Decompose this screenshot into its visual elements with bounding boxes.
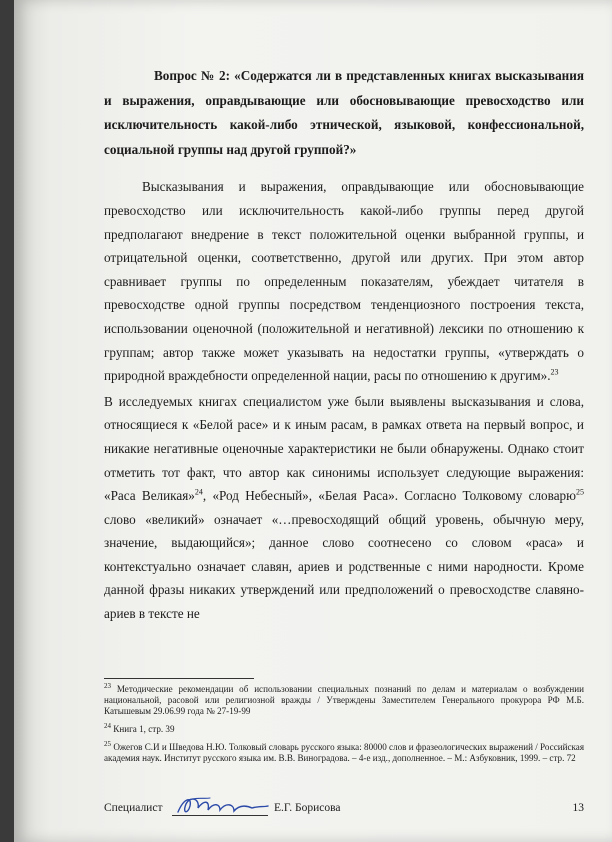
footnote-ref-24: 24 xyxy=(194,487,203,497)
question-text: «Содержатся ли в представленных книгах высказывания и выражения, оправдывающие или обосновывающие превосходство или исключительность какой-либо этнической, языковой, конфессиональной, социальной группы над другой группой?» xyxy=(104,68,584,157)
signature-line xyxy=(172,815,268,816)
paragraph-2-part2: , «Род Небесный», «Белая Раса». Согласно Толковому словарю xyxy=(202,488,576,504)
footnote-text: Книга 1, стр. 39 xyxy=(113,724,175,734)
footnote-text: Ожегов С.И и Шведова Н.Ю. Толковый словарь русского языка: 80000 слов и фразеологических выражений / Российская академия наук. Институт русского языка им. В.В. Виноградова. – 4-е изд., дополненное. – М.: Азбуковник, 1999. – стр. 72 xyxy=(104,742,585,763)
footnotes xyxy=(104,681,585,764)
footnote-number: 25 xyxy=(104,739,111,748)
footnote-ref-25: 25 xyxy=(576,487,584,497)
footnote xyxy=(104,681,584,717)
footnote-separator xyxy=(104,678,254,679)
footnote-number: 23 xyxy=(104,681,111,690)
paragraph-2-part1: В исследуемых книгах специалистом уже были выявлены высказывания и слова, относящиеся к «Белой расе» и к иным расам, в рамках ответа на первый вопрос, и никакие негативные оценочные характеристики не были обнаружены. Однако стоит отметить тот факт, что автор как синонимы использует следующие выражения: «Раса Великая» xyxy=(104,393,584,504)
footnote-text: Методические рекомендации об использовании специальных познаний по делам и материалам о возбуждении национальной, расовой или религиозной вражды / Утверждены Заместителем Генерального прокурора РФ М.Б. Катышевым 29.06.99 года № 27-19-99 xyxy=(104,684,584,716)
specialist-name: Е.Г. Борисова xyxy=(274,802,341,814)
document-page xyxy=(14,0,612,842)
paragraph-2 xyxy=(104,390,584,626)
signature-footer xyxy=(104,798,584,820)
footnote xyxy=(104,739,585,764)
page-number: 13 xyxy=(572,802,584,814)
footnote xyxy=(104,721,584,735)
question-prefix: Вопрос № 2: xyxy=(154,68,235,83)
question-heading xyxy=(104,64,584,162)
paragraph-1-text: Высказывания и выражения, оправдывающие или обосновывающие превосходство или исключительность какой-либо группы перед другой предполагают внедрение в текст положительной оценки выбранной группы, и отрицательной оценки, соответственно, другой или других. При этом автор сравнивает группы по определенным показателям, убеждает читателя в превосходстве одной группы посредством тенденциозного построения текста, использовании оценочной (положительной и негативной) лексики по отношению к группам; автор также может указывать на недостатки группы, «утверждать о природной враждебности определенной нации, расы по отношению к другим». xyxy=(104,179,584,384)
footnote-ref-23: 23 xyxy=(550,367,559,377)
paragraph-1 xyxy=(104,175,584,387)
page-body xyxy=(104,64,584,626)
paragraph-2-part3: слово «великий» означает «…превосходящий общий уровень, обычную меру, значение, выдающийся»; данное слово соотнесено со словом «раса» и контекстуально означает славян, ариев и родственные с ними народности. Кроме данной фразы никаких утверждений или предположений о превосходстве славяно-ариев в тексте не xyxy=(104,511,584,622)
footnote-number: 24 xyxy=(104,721,111,730)
specialist-label: Специалист xyxy=(104,802,163,814)
